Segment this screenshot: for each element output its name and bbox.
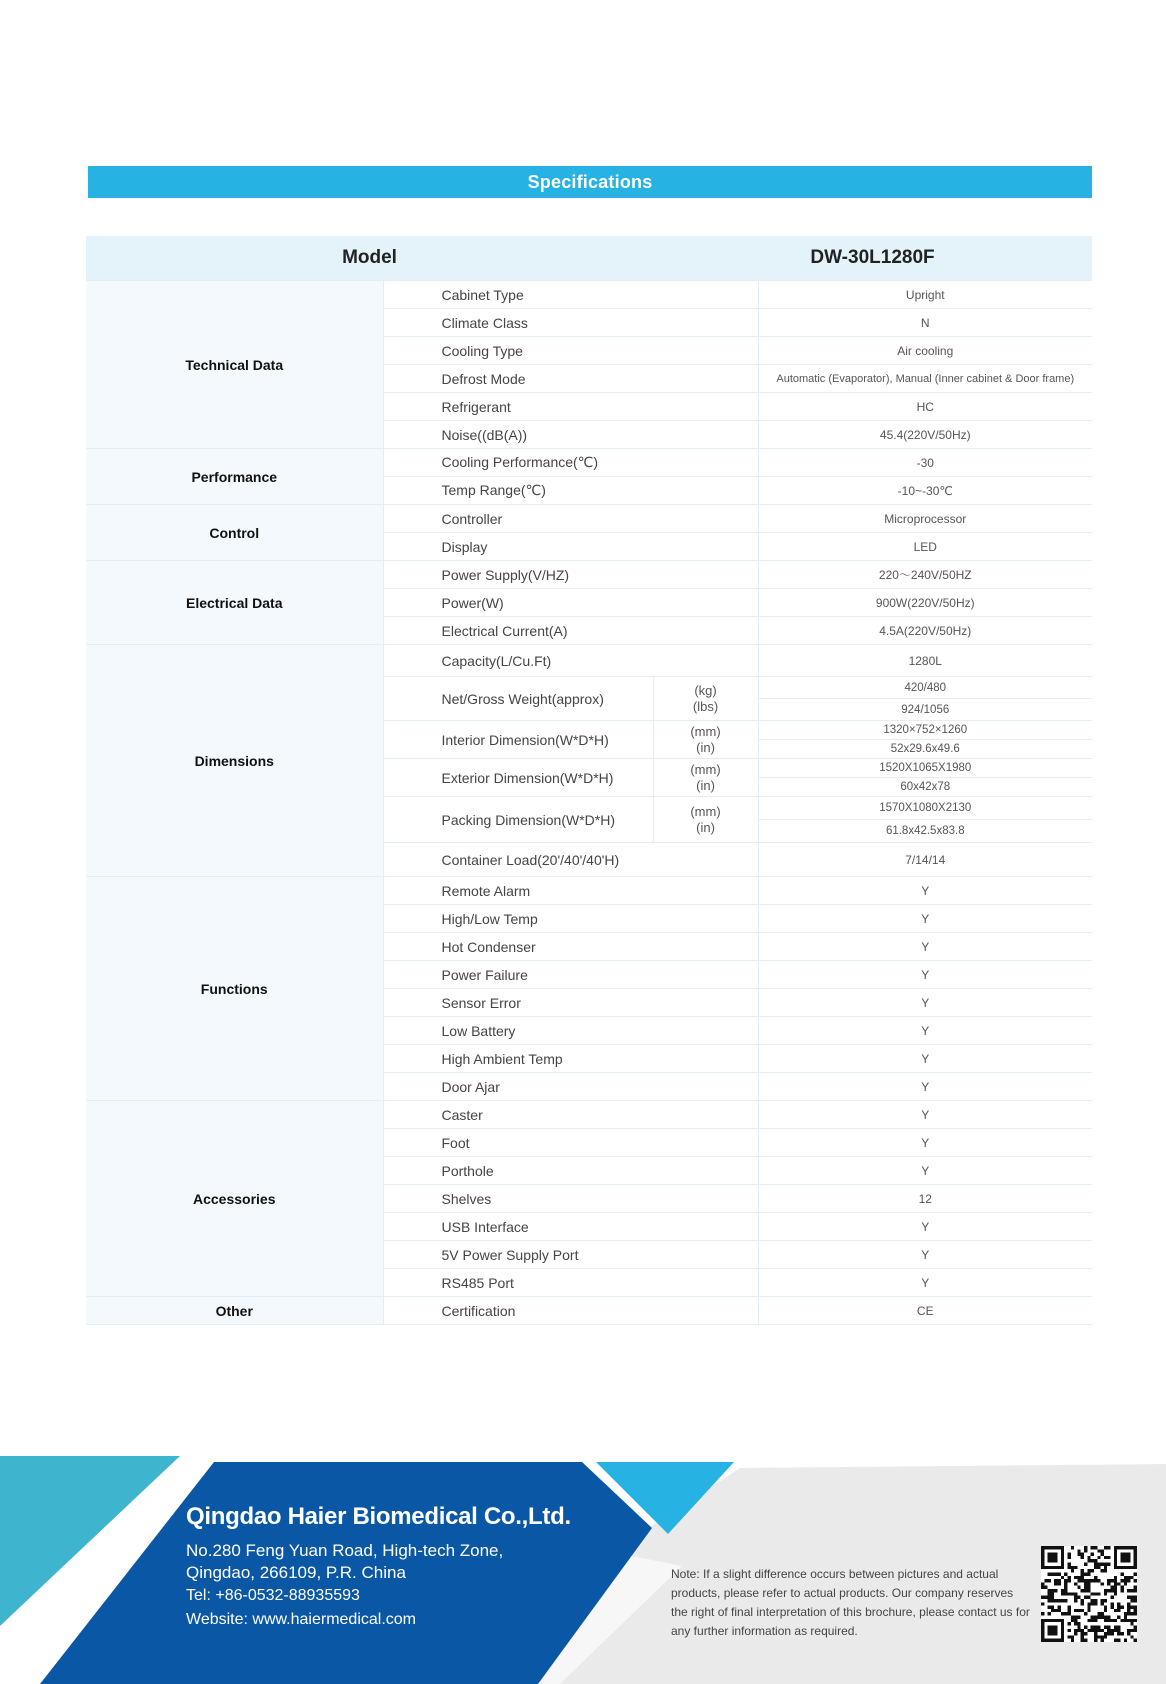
company-address-line-2: Qingdao, 266109, P.R. China [186,1563,406,1582]
row-value: Y [758,1241,1092,1269]
unit-primary: (kg) [694,682,717,698]
row-value: Y [758,1129,1092,1157]
table-row [86,645,1092,677]
company-website: Website: www.haiermedical.com [186,1611,417,1628]
row-label: Low Battery [383,1017,758,1045]
row-value: 924/1056 [758,699,1092,721]
row-label: Temp Range(℃) [383,477,758,505]
company-info [186,1503,646,1632]
category-functions: Functions [86,877,383,1101]
row-label: Climate Class [383,309,758,337]
row-value: Y [758,1017,1092,1045]
row-label: Display [383,533,758,561]
spec-table [86,236,1092,1325]
model-label: Model [86,236,653,281]
company-address-line-1: No.280 Feng Yuan Road, High-tech Zone, [186,1541,504,1560]
row-value: N [758,309,1092,337]
row-label: Porthole [383,1157,758,1185]
row-value: 60x42x78 [758,778,1092,797]
company-name: Qingdao Haier Biomedical Co.,Ltd. [186,1503,571,1530]
row-label: USB Interface [383,1213,758,1241]
specifications-title: Specifications [527,171,653,192]
row-value: Microprocessor [758,505,1092,533]
unit-secondary: (in) [696,739,715,755]
row-label: Refrigerant [383,393,758,421]
row-value: Y [758,961,1092,989]
row-label: High/Low Temp [383,905,758,933]
table-row [86,1101,1092,1129]
row-label: Noise((dB(A)) [383,421,758,449]
row-label: Certification [383,1297,758,1325]
row-value: Y [758,1157,1092,1185]
row-value: LED [758,533,1092,561]
category-technical-data: Technical Data [86,281,383,449]
table-row [86,561,1092,589]
qr-code-icon [1041,1546,1137,1642]
row-value: 45.4(220V/50Hz) [758,421,1092,449]
row-value: 61.8x42.5x83.8 [758,820,1092,843]
row-value: 420/480 [758,677,1092,699]
unit-primary: (mm) [690,803,721,819]
row-label: 5V Power Supply Port [383,1241,758,1269]
row-value: Y [758,905,1092,933]
disclaimer-note: Note: If a slight difference occurs between pictures and actual products, please refer to actual products. Our company reserves the right of final interpretation of this brochure, please contact us for any further information as required. [671,1567,1030,1638]
category-performance: Performance [86,449,383,505]
unit-secondary: (lbs) [692,698,719,714]
category-control: Control [86,505,383,561]
row-value: 52x29.6x49.6 [758,740,1092,759]
row-label: Sensor Error [383,989,758,1017]
row-value: 1320×752×1260 [758,721,1092,740]
row-value: Y [758,933,1092,961]
row-label: Remote Alarm [383,877,758,905]
row-label: Net/Gross Weight(approx) [383,677,653,721]
row-value: HC [758,393,1092,421]
row-value: Upright [758,281,1092,309]
row-label: Capacity(L/Cu.Ft) [383,645,758,677]
row-label: Foot [383,1129,758,1157]
row-label: Power Supply(V/HZ) [383,561,758,589]
row-value: Y [758,1045,1092,1073]
row-label: Power Failure [383,961,758,989]
row-label: High Ambient Temp [383,1045,758,1073]
row-value: Y [758,1101,1092,1129]
unit-primary: (mm) [690,723,721,739]
row-value: 1520X1065X1980 [758,759,1092,778]
table-row [86,877,1092,905]
row-value: Automatic (Evaporator), Manual (Inner cabinet & Door frame) [758,365,1092,393]
row-label: Power(W) [383,589,758,617]
category-accessories: Accessories [86,1101,383,1297]
row-value: 220～240V/50HZ [758,561,1092,589]
row-label: Cooling Type [383,337,758,365]
row-unit [653,797,758,843]
category-other: Other [86,1297,383,1325]
row-value: Y [758,1213,1092,1241]
unit-primary: (mm) [690,761,721,777]
table-row [86,281,1092,309]
model-header-row [86,236,1092,281]
row-label: Interior Dimension(W*D*H) [383,721,653,759]
unit-secondary: (in) [696,777,715,793]
category-dimensions: Dimensions [86,645,383,877]
row-label: Electrical Current(A) [383,617,758,645]
row-value: 1280L [758,645,1092,677]
row-label: Cooling Performance(℃) [383,449,758,477]
row-label: Defrost Mode [383,365,758,393]
row-value: Y [758,877,1092,905]
row-label: Shelves [383,1185,758,1213]
table-row [86,1297,1092,1325]
row-label: Hot Condenser [383,933,758,961]
row-label: Caster [383,1101,758,1129]
row-value: 1570X1080X2130 [758,797,1092,820]
row-unit [653,677,758,721]
row-unit [653,721,758,759]
model-value: DW-30L1280F [653,236,1092,281]
row-label: Exterior Dimension(W*D*H) [383,759,653,797]
table-row [86,505,1092,533]
row-label: Cabinet Type [383,281,758,309]
specifications-banner [88,166,1092,198]
row-value: -10~-30℃ [758,477,1092,505]
row-unit [653,759,758,797]
table-row [86,449,1092,477]
row-label: RS485 Port [383,1269,758,1297]
row-value: -30 [758,449,1092,477]
category-electrical-data: Electrical Data [86,561,383,645]
row-value: Y [758,1073,1092,1101]
row-value: 7/14/14 [758,843,1092,877]
company-phone: Tel: +86-0532-88935593 [186,1587,360,1604]
row-label: Controller [383,505,758,533]
row-value: CE [758,1297,1092,1325]
row-value: 900W(220V/50Hz) [758,589,1092,617]
row-value: Air cooling [758,337,1092,365]
row-value: Y [758,989,1092,1017]
row-label: Packing Dimension(W*D*H) [383,797,653,843]
row-value: 4.5A(220V/50Hz) [758,617,1092,645]
row-label: Door Ajar [383,1073,758,1101]
row-label: Container Load(20'/40'/40'H) [383,843,758,877]
row-value: Y [758,1269,1092,1297]
unit-secondary: (in) [696,819,715,835]
row-value: 12 [758,1185,1092,1213]
